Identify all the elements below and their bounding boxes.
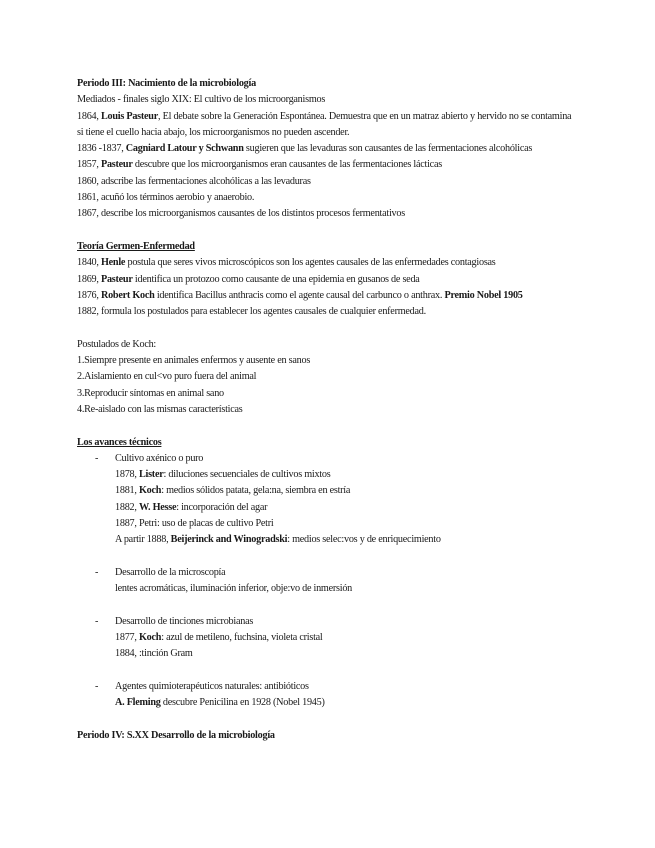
koch-postulates-title: Postulados de Koch:: [77, 338, 157, 350]
period3-line-5: 1860, adscribe las fermentaciones alcohólicas a las levaduras: [77, 175, 311, 187]
germ-line-4: 1882, formula los postulados para establecer los agentes causales de cualquier enfermedad.: [77, 306, 426, 318]
koch-postulate-2: 2.Aislamiento en cul<vo puro fuera del animal: [77, 371, 257, 383]
period3-line-3: 1836 -1837, Cagniard Latour y Schwann sugieren que las levaduras son causantes de las fermentaciones alcohólicas: [77, 143, 533, 155]
bullet-dash: -: [95, 566, 99, 578]
germ-theory-title: Teoría Germen-Enfermedad: [77, 240, 195, 252]
culture-line-2: 1881, Koch: medios sólidos patata, gela:na, siembra en estría: [115, 485, 351, 497]
period3-line-4: 1857, Pasteur descubre que los microorganismos eran causantes de las fermentaciones lácticas: [77, 159, 442, 171]
bullet-stains: - Desarrollo de tinciones microbianas: [77, 614, 577, 630]
germ-line-2: 1869, Pasteur identifica un protozoo como causante de una epidemia en gusanos de seda: [77, 273, 420, 285]
period3-line-2: 1864, Louis Pasteur, El debate sobre la Generación Espontánea. Demuestra que en un matraz abierto y hervido no se contamina si tiene el cuello hacia abajo, los microorganismos no pueden ascender.: [77, 110, 572, 138]
koch-postulate-4: 4.Re-aislado con las mismas características: [77, 403, 243, 415]
antibiotics-line-1: A. Fleming descubre Penicilina en 1928 (Nobel 1945): [115, 697, 325, 709]
bullet-dash: -: [95, 452, 99, 464]
advances-title: Los avances técnicos: [77, 436, 162, 448]
period3-line-6: 1861, acuñó los términos aerobio y anaerobio.: [77, 192, 255, 204]
document-page: [77, 76, 577, 744]
culture-line-4: 1887, Petri: uso de placas de cultivo Petri: [115, 518, 274, 530]
bullet-antibiotics: - Agentes quimioterapéuticos naturales: antibióticos: [77, 679, 577, 695]
period3-line-7: 1867, describe los microorganismos causantes de los distintos procesos fermentativos: [77, 208, 405, 220]
period3-title: Periodo III: Nacimiento de la microbiología: [77, 78, 256, 89]
bullet-dash: -: [95, 680, 99, 692]
microscopy-line-1: lentes acromáticas, iluminación inferior, obje:vo de inmersión: [115, 583, 353, 595]
period4-title: Periodo IV: S.XX Desarrollo de la microbiología: [77, 729, 275, 741]
koch-postulate-3: 3.Reproducir síntomas en animal sano: [77, 387, 224, 399]
germ-line-3: 1876, Robert Koch identifica Bacillus anthracis como el agente causal del carbunco o anthrax. Premio Nobel 1905: [77, 289, 523, 301]
germ-line-1: 1840, Henle postula que seres vivos microscópicos son los agentes causales de las enfermedades contagiosas: [77, 257, 496, 269]
koch-postulate-1: 1.Siempre presente en animales enfermos y ausente en sanos: [77, 355, 311, 367]
culture-line-3: 1882, W. Hesse: incorporación del agar: [115, 501, 268, 513]
bullet-dash: -: [95, 615, 99, 627]
bullet-culture: - Cultivo axénico o puro: [77, 451, 577, 467]
culture-line-5: A partir 1888, Beijerinck and Winogradski: medios selec:vos y de enriquecimiento: [115, 534, 441, 546]
period3-line-1: Mediados - finales siglo XIX: El cultivo de los microorganismos: [77, 94, 326, 106]
stains-line-1: 1877, Koch: azul de metileno, fuchsina, violeta cristal: [115, 632, 323, 644]
culture-line-1: 1878, Lister: diluciones secuenciales de cultivos mixtos: [115, 469, 331, 481]
stains-line-2: 1884, :tinción Gram: [115, 648, 193, 660]
bullet-microscopy: - Desarrollo de la microscopía: [77, 565, 577, 581]
